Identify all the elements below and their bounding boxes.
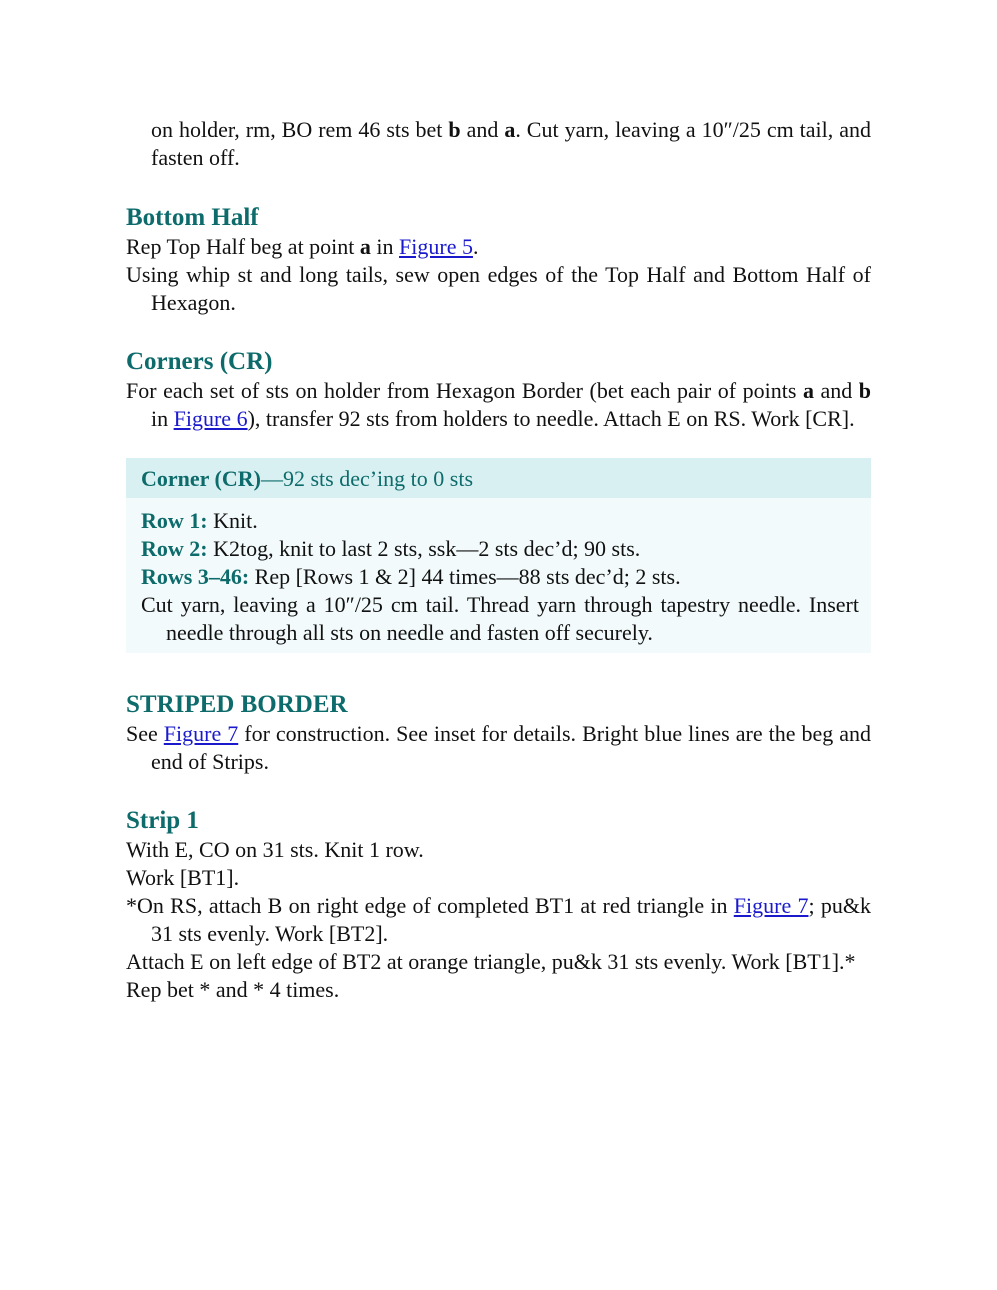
corners-text: ), transfer 92 sts from holders to needle. Attach E on RS. Work [CR].	[247, 406, 855, 431]
strip-1-paragraph-4: Attach E on left edge of BT2 at orange triangle, pu&k 31 sts evenly. Work [BT1].*	[126, 949, 856, 974]
figure-5-link[interactable]: Figure 5	[399, 234, 473, 259]
striped-border-text: for construction. See inset for details. Bright blue lines are the beg and end of Strips.	[151, 721, 872, 774]
bottom-half-point-a: a	[359, 234, 371, 259]
bottom-half-text: in	[370, 234, 400, 259]
corner-box-title-label: Corner (CR)	[141, 466, 261, 491]
figure-6-link[interactable]: Figure 6	[173, 406, 248, 431]
intro-text: and	[460, 117, 505, 142]
strip-1-paragraph-2: Work [BT1].	[126, 865, 240, 890]
striped-border-text: See	[126, 721, 164, 746]
intro-point-b: b	[448, 117, 461, 142]
corner-rows-3-46	[141, 563, 859, 591]
corner-box-title-rest: —92 sts dec’ing to 0 sts	[260, 466, 474, 491]
strip-1-paragraph-1: With E, CO on 31 sts. Knit 1 row.	[126, 837, 424, 862]
strip-1-text: ; pu&k 31 sts evenly. Work [BT2].	[151, 893, 871, 946]
corners-text: in	[151, 406, 174, 431]
corners-point-b: b	[858, 378, 871, 403]
intro-text: . Cut yarn, leaving a 10″/25 cm tail, and fasten off.	[151, 117, 872, 170]
row-text: Knit.	[207, 508, 258, 533]
corner-instruction-box	[126, 458, 871, 653]
row-label: Row 1:	[141, 508, 208, 533]
bottom-half-text: Rep Top Half beg at point	[126, 234, 360, 259]
strip-1-text: *On RS, attach B on right edge of completed BT1 at red triangle in	[126, 893, 734, 918]
corners-paragraph	[126, 377, 871, 433]
corner-box-body	[126, 498, 871, 653]
strip-1-paragraph-5: Rep bet * and * 4 times.	[126, 977, 340, 1002]
corner-finish: Cut yarn, leaving a 10″/25 cm tail. Thread yarn through tapestry needle. Insert needle through all sts on needle and fasten off securely.	[141, 592, 859, 645]
corner-box-title	[126, 458, 871, 498]
bottom-half-text: .	[472, 234, 479, 259]
strip-1-paragraph-3	[126, 892, 871, 948]
bottom-half-paragraph-2: Using whip st and long tails, sew open edges of the Top Half and Bottom Half of Hexagon.	[126, 262, 871, 315]
intro-point-a: a	[504, 117, 516, 142]
strip-1-heading: Strip 1	[126, 807, 199, 834]
bottom-half-paragraph-1	[126, 233, 871, 261]
corners-text: For each set of sts on holder from Hexagon Border (bet each pair of points	[126, 378, 803, 403]
striped-border-paragraph	[126, 720, 871, 776]
corners-text: and	[813, 378, 859, 403]
striped-border-heading: STRIPED BORDER	[126, 691, 348, 718]
row-label: Rows 3–46:	[141, 564, 250, 589]
bottom-half-heading: Bottom Half	[126, 204, 259, 231]
intro-paragraph	[126, 116, 871, 172]
figure-7-link[interactable]: Figure 7	[163, 721, 239, 746]
intro-text: on holder, rm, BO rem 46 sts bet	[151, 117, 449, 142]
row-text: K2tog, knit to last 2 sts, ssk—2 sts dec’d; 90 sts.	[207, 536, 641, 561]
figure-7-link[interactable]: Figure 7	[733, 893, 809, 918]
row-label: Row 2:	[141, 536, 208, 561]
corner-row-1	[141, 507, 859, 535]
row-text: Rep [Rows 1 & 2] 44 times—88 sts dec’d; 2 sts.	[249, 564, 681, 589]
corners-point-a: a	[802, 378, 814, 403]
corner-row-2	[141, 535, 859, 563]
corners-heading: Corners (CR)	[126, 348, 273, 375]
page-content	[126, 116, 871, 1004]
